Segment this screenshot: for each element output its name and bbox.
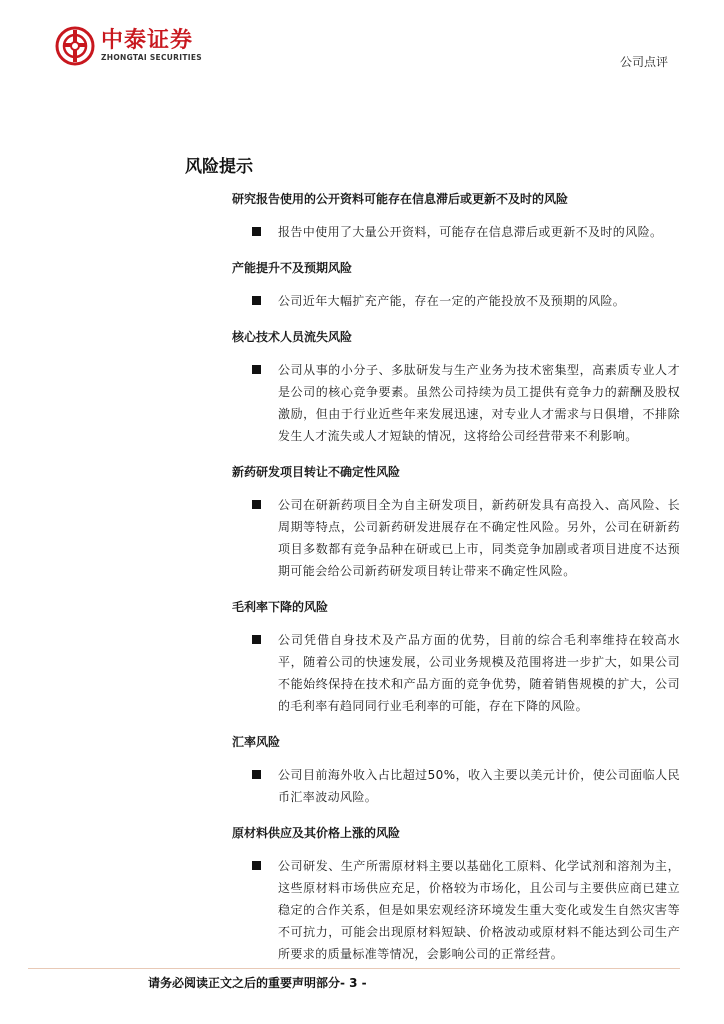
square-bullet-icon — [252, 365, 261, 374]
risk-description: 公司近年大幅扩充产能，存在一定的产能投放不及预期的风险。 — [278, 294, 626, 308]
risk-description: 公司研发、生产所需原材料主要以基础化工原料、化学试剂和溶剂为主，这些原材料市场供应充足，价格较为市场化，且公司与主要供应商已建立稳定的合作关系，但是如果宏观经济环境发生重大变化或发生自然灾害等不可抗力，可能会出现原材料短缺、价格波动或原材料不能达到公司生产所要求的质量标准等情况，会影响公司的正常经营。 — [278, 859, 680, 961]
risk-section — [232, 823, 680, 965]
square-bullet-icon — [252, 500, 261, 509]
square-bullet-icon — [252, 861, 261, 870]
risk-item — [252, 221, 680, 243]
risk-description: 报告中使用了大量公开资料，可能存在信息滞后或更新不及时的风险。 — [278, 225, 663, 239]
company-logo — [55, 26, 202, 66]
logo-english-name: ZHONGTAI SECURITIES — [101, 53, 202, 62]
risk-section — [232, 597, 680, 717]
square-bullet-icon — [252, 296, 261, 305]
footer-divider — [28, 968, 680, 969]
logo-chinese-name: 中泰证券 — [101, 28, 194, 53]
risk-section — [232, 189, 680, 243]
risk-description: 公司在研新药项目全为自主研发项目，新药研发具有高投入、高风险、长周期等特点，公司新药研发进展存在不确定性风险。另外，公司在研新药项目多数都有竞争品种在研或已上市，同类竞争加剧或者项目进度不达预期可能会给公司新药研发项目转让带来不确定性风险。 — [278, 498, 680, 578]
risk-section — [232, 732, 680, 808]
section-title: 风险提示 — [185, 157, 253, 177]
risk-description: 公司目前海外收入占比超过50%，收入主要以美元计价，使公司面临人民币汇率波动风险。 — [278, 768, 680, 804]
risk-item — [252, 359, 680, 447]
square-bullet-icon — [252, 770, 261, 779]
square-bullet-icon — [252, 227, 261, 236]
risk-item — [252, 629, 680, 717]
report-type-label: 公司点评 — [619, 55, 668, 69]
risk-heading: 核心技术人员流失风险 — [232, 330, 353, 344]
risk-item — [252, 764, 680, 808]
square-bullet-icon — [252, 635, 261, 644]
page-header — [0, 0, 724, 80]
risk-description: 公司从事的小分子、多肽研发与生产业务为技术密集型，高素质专业人才是公司的核心竞争要素。虽然公司持续为员工提供有竞争力的薪酬及股权激励，但由于行业近些年来发展迅速，对专业人才需求与日俱增，不排除发生人才流失或人才短缺的情况，这将给公司经营带来不利影响。 — [278, 363, 680, 443]
risk-heading: 汇率风险 — [232, 735, 281, 749]
risk-heading: 研究报告使用的公开资料可能存在信息滞后或更新不及时的风险 — [232, 192, 569, 206]
risk-heading: 毛利率下降的风险 — [232, 600, 329, 614]
risk-section — [232, 327, 680, 447]
risk-section — [232, 462, 680, 582]
risk-heading: 原材料供应及其价格上涨的风险 — [232, 826, 401, 840]
risk-item — [252, 290, 680, 312]
zhongtai-logo-icon — [55, 26, 95, 66]
risk-heading: 新药研发项目转让不确定性风险 — [232, 465, 401, 479]
risk-item — [252, 494, 680, 582]
risk-description: 公司凭借自身技术及产品方面的优势，目前的综合毛利率维持在较高水平，随着公司的快速发展，公司业务规模及范围将进一步扩大，如果公司不能始终保持在技术和产品方面的竞争优势，随着销售规模的扩大，公司的毛利率有趋同同行业毛利率的可能，存在下降的风险。 — [278, 633, 680, 713]
risk-heading: 产能提升不及预期风险 — [232, 261, 353, 275]
risk-list — [232, 189, 680, 980]
risk-item — [252, 855, 680, 965]
risk-section — [232, 258, 680, 312]
footer-disclaimer: 请务必阅读正文之后的重要声明部分- 3 - — [148, 976, 367, 990]
